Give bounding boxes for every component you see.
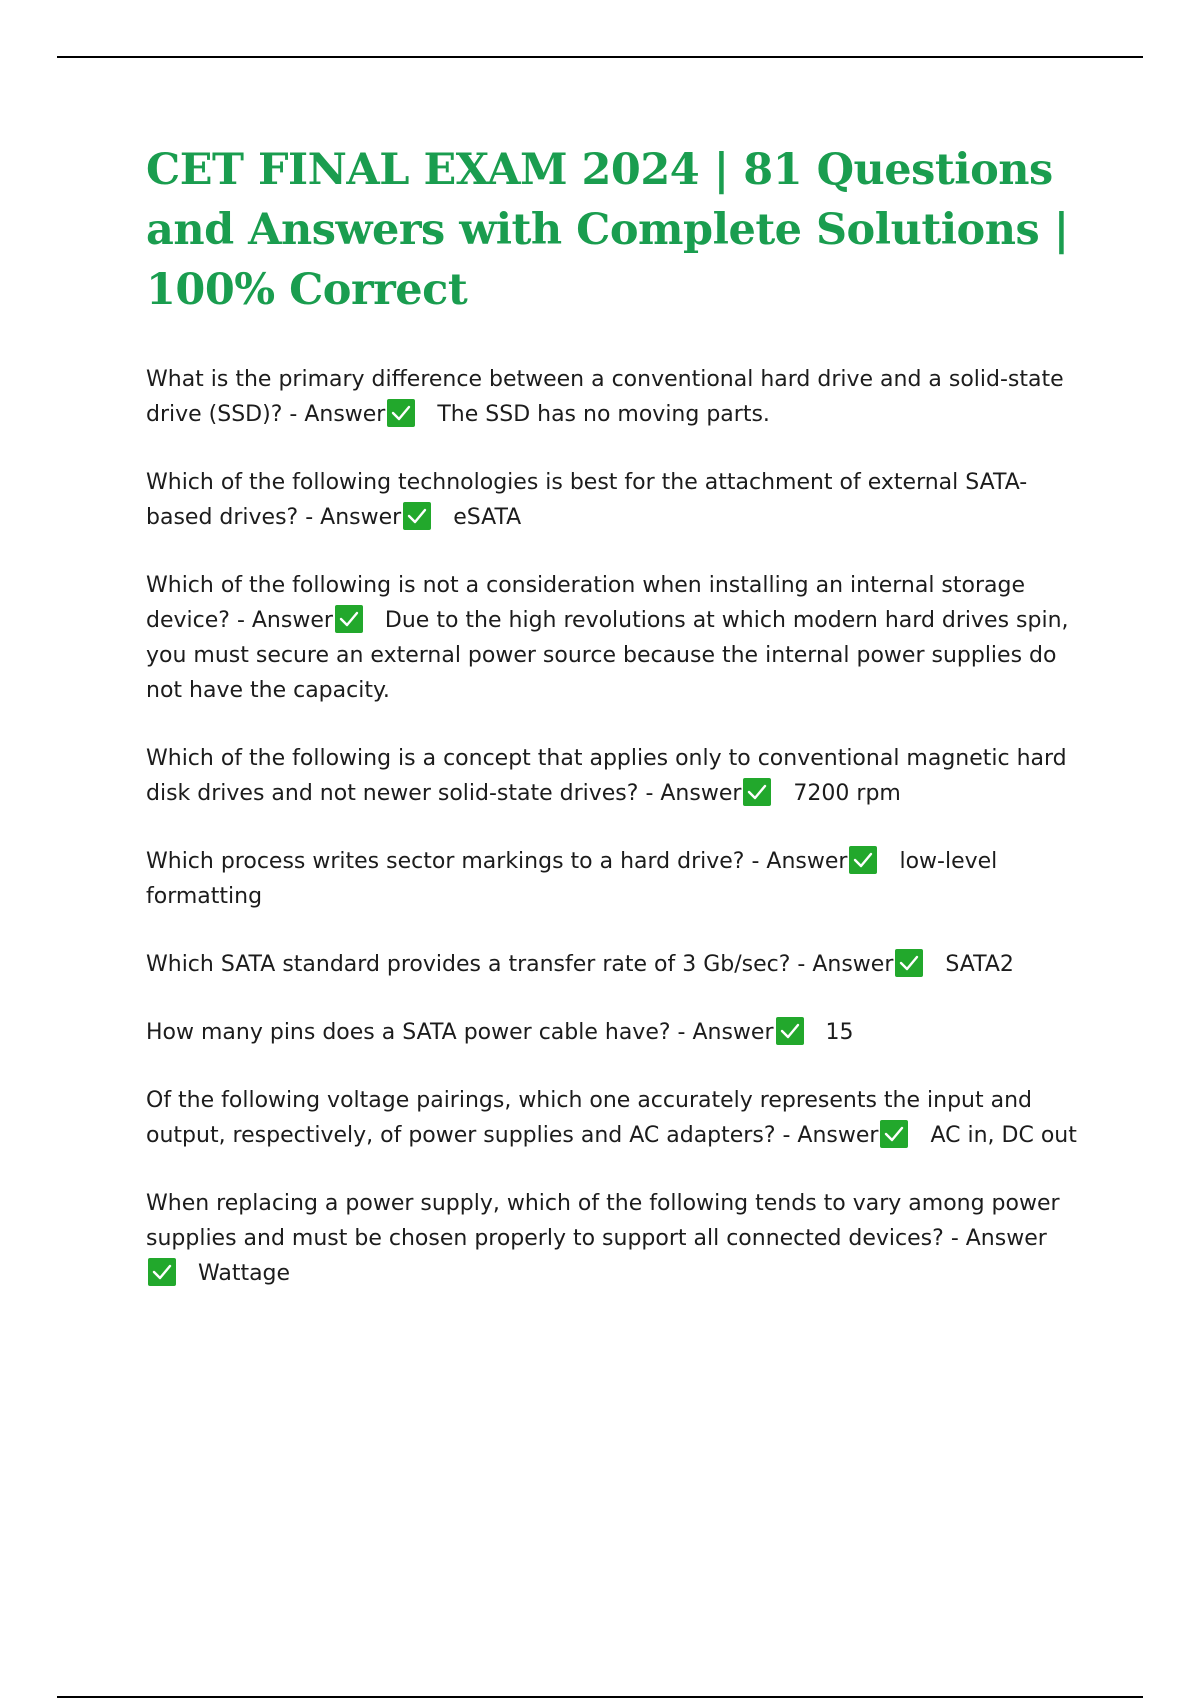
answer-text: The SSD has no moving parts.: [437, 402, 770, 427]
answer-text: SATA2: [945, 952, 1014, 977]
check-mark-icon: [335, 605, 363, 633]
question-text: When replacing a power supply, which of the following tends to vary among power supplies and must be chosen properly to support all connected devices?: [146, 1191, 1060, 1251]
answer-text: AC in, DC out: [930, 1123, 1077, 1148]
answer-label: - Answer: [236, 608, 333, 633]
document-title: CET FINAL EXAM 2024 | 81 Questions and Answers with Complete Solutions | 100% Correct: [146, 145, 1069, 315]
qa-item: [146, 844, 1086, 914]
qa-item: [146, 741, 1086, 811]
check-mark-icon: [849, 846, 877, 874]
qa-item: [146, 1015, 1086, 1050]
question-text: Which process writes sector markings to a hard drive?: [146, 849, 745, 874]
top-rule: [57, 56, 1143, 58]
question-text: Which of the following is not a consideration when installing an internal storage device?: [146, 573, 1026, 633]
answer-text: Wattage: [198, 1261, 291, 1286]
check-mark-icon: [880, 1120, 908, 1148]
document-body: [146, 140, 1086, 1324]
check-mark-icon: [148, 1258, 176, 1286]
qa-list: [146, 362, 1086, 1291]
answer-text: eSATA: [453, 505, 522, 530]
answer-label: - Answer: [751, 849, 848, 874]
answer-label: - Answer: [782, 1123, 879, 1148]
answer-label: - Answer: [950, 1226, 1047, 1251]
answer-label: - Answer: [677, 1020, 774, 1045]
answer-text: low-level formatting: [146, 849, 998, 909]
answer-label: - Answer: [305, 505, 402, 530]
question-text: Which of the following technologies is best for the attachment of external SATA-based drives?: [146, 470, 1028, 530]
answer-label: - Answer: [289, 402, 386, 427]
answer-label: - Answer: [645, 781, 742, 806]
answer-text: 7200 rpm: [793, 781, 901, 806]
check-mark-icon: [743, 778, 771, 806]
question-text: Which SATA standard provides a transfer rate of 3 Gb/sec?: [146, 952, 791, 977]
bottom-rule: [57, 1696, 1143, 1698]
answer-text: 15: [825, 1020, 854, 1045]
check-mark-icon: [403, 502, 431, 530]
question-text: Of the following voltage pairings, which one accurately represents the input and output, respectively, of power supplies and AC adapters?: [146, 1088, 1033, 1148]
qa-item: [146, 362, 1086, 432]
question-text: Which of the following is a concept that applies only to conventional magnetic hard disk drives and not newer solid-state drives?: [146, 746, 1067, 806]
check-mark-icon: [895, 949, 923, 977]
check-mark-icon: [776, 1017, 804, 1045]
answer-label: - Answer: [797, 952, 894, 977]
qa-item: [146, 1083, 1086, 1153]
qa-item: [146, 568, 1086, 708]
qa-item: [146, 1186, 1086, 1291]
question-text: What is the primary difference between a conventional hard drive and a solid-state drive (SSD)?: [146, 367, 1064, 427]
qa-item: [146, 465, 1086, 535]
check-mark-icon: [387, 399, 415, 427]
question-text: How many pins does a SATA power cable have?: [146, 1020, 671, 1045]
qa-item: [146, 947, 1086, 982]
answer-text: Due to the high revolutions at which modern hard drives spin, you must secure an external power source because the internal power supplies do not have the capacity.: [146, 608, 1069, 703]
